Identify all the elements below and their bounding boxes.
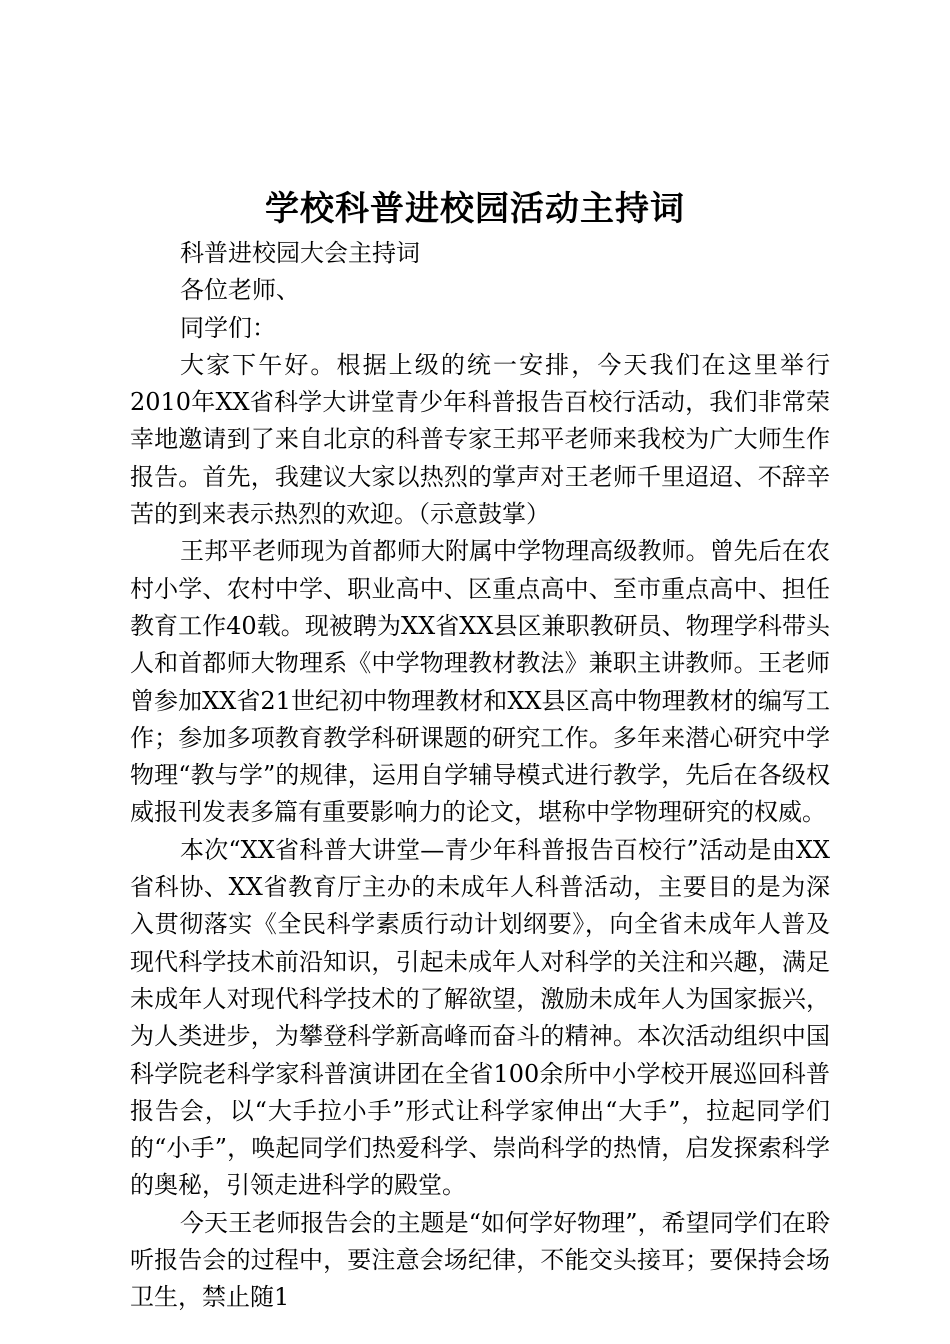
paragraph-speaker-intro: 王邦平老师现为首都师大附属中学物理高级教师。曾先后在农村小学、农村中学、职业高中、区重点高中、至市重点高中、担任教育工作40载。现被聘为XX省XX县区兼职教研员、物理学科带头人和首都师大物理系《中学物理教材教法》兼职主讲教师。王老师曾参加XX省21世纪初中物理教材和XX县区高中物理教材的编写工作；参加多项教育教学科研课题的研究工作。多年来潜心研究中学物理“教与学”的规律，运用自学辅导模式进行教学，先后在各级权威报刊发表多篇有重要影响力的论文，堪称中学物理研究的权威。 [130, 537, 830, 827]
document-body [130, 235, 830, 1317]
paragraph-welcome: 大家下午好。根据上级的统一安排，今天我们在这里举行2010年XX省科学大讲堂青少年科普报告百校行活动，我们非常荣幸地邀请到了来自北京的科普专家王邦平老师来我校为广大师生作报告。首先，我建议大家以热烈的掌声对王老师千里迢迢、不辞辛苦的到来表示热烈的欢迎。（示意鼓掌） [130, 350, 830, 529]
subtitle-line: 科普进校园大会主持词 [180, 239, 420, 267]
paragraph-event-purpose: 本次“XX省科普大讲堂—青少年科普报告百校行”活动是由XX省科协、XX省教育厅主办的未成年人科普活动，主要目的是为深入贯彻落实《全民科学素质行动计划纲要》，向全省未成年人普及现代科学技术前沿知识，引起未成年人对科学的关注和兴趣，满足未成年人对现代科学技术的了解欲望，激励未成年人为国家振兴，为人类进步，为攀登科学新高峰而奋斗的精神。本次活动组织中国科学院老科学家科普演讲团在全省100余所中小学校开展巡回科普报告会，以“大手拉小手”形式让科学家伸出“大手”，拉起同学们的“小手”，唤起同学们热爱科学、崇尚科学的热情，启发探索科学的奥秘，引领走进科学的殿堂。 [130, 835, 830, 1200]
salutation-students: 同学们： [180, 313, 276, 342]
paragraph-theme-rules: 今天王老师报告会的主题是“如何学好物理”，希望同学们在聆听报告会的过程中，要注意会场纪律，不能交头接耳；要保持会场卫生，禁止随1 [130, 1208, 830, 1312]
document-title: 学校科普进校园活动主持词 [265, 189, 685, 229]
salutation-teachers: 各位老师、 [180, 276, 300, 305]
